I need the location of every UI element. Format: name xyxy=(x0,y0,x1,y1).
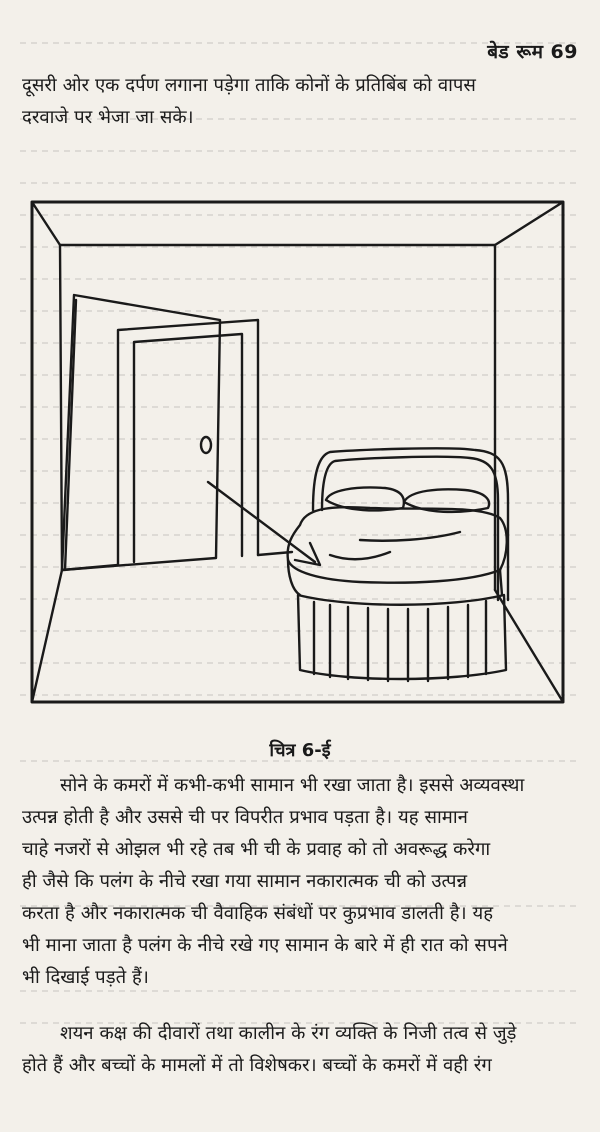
text-line: सोने के कमरों में कभी-कभी सामान भी रखा जाता है। इससे अव्यवस्था xyxy=(60,775,525,796)
text-line: करता है और नकारात्मक ची वैवाहिक संबंधों पर कुप्रभाव डालती है। यह xyxy=(22,903,494,924)
figure-caption: चित्र 6-ई xyxy=(269,740,331,761)
text-line: शयन कक्ष की दीवारों तथा कालीन के रंग व्यक्ति के निजी तत्व से जुड़े xyxy=(60,1023,517,1044)
top-paragraph xyxy=(22,70,582,134)
text-line: ही जैसे कि पलंग के नीचे रखा गया सामान नकारात्मक ची को उत्पन्न xyxy=(22,871,468,892)
text-line: चाहे नजरों से ओझल भी रहे तब भी ची के प्रवाह को तो अवरूद्ध करेगा xyxy=(22,839,491,860)
paragraph-storage xyxy=(22,770,582,994)
bedroom-illustration xyxy=(30,200,565,705)
running-header: बेड रूम 69 xyxy=(487,41,578,63)
paragraph-colors xyxy=(22,1018,582,1082)
text-line: भी दिखाई पड़ते हैं। xyxy=(22,967,149,988)
text-line: उत्पन्न होती है और उससे ची पर विपरीत प्रभाव पड़ता है। यह सामान xyxy=(22,807,468,828)
text-line: भी माना जाता है पलंग के नीचे रखे गए सामान के बारे में ही रात को सपने xyxy=(22,935,508,956)
text-line: दरवाजे पर भेजा जा सके। xyxy=(22,107,194,128)
text-line: दूसरी ओर एक दर्पण लगाना पड़ेगा ताकि कोनों के प्रतिबिंब को वापस xyxy=(22,75,476,96)
text-line: होते हैं और बच्चों के मामलों में तो विशेषकर। बच्चों के कमरों में वही रंग xyxy=(22,1055,492,1076)
